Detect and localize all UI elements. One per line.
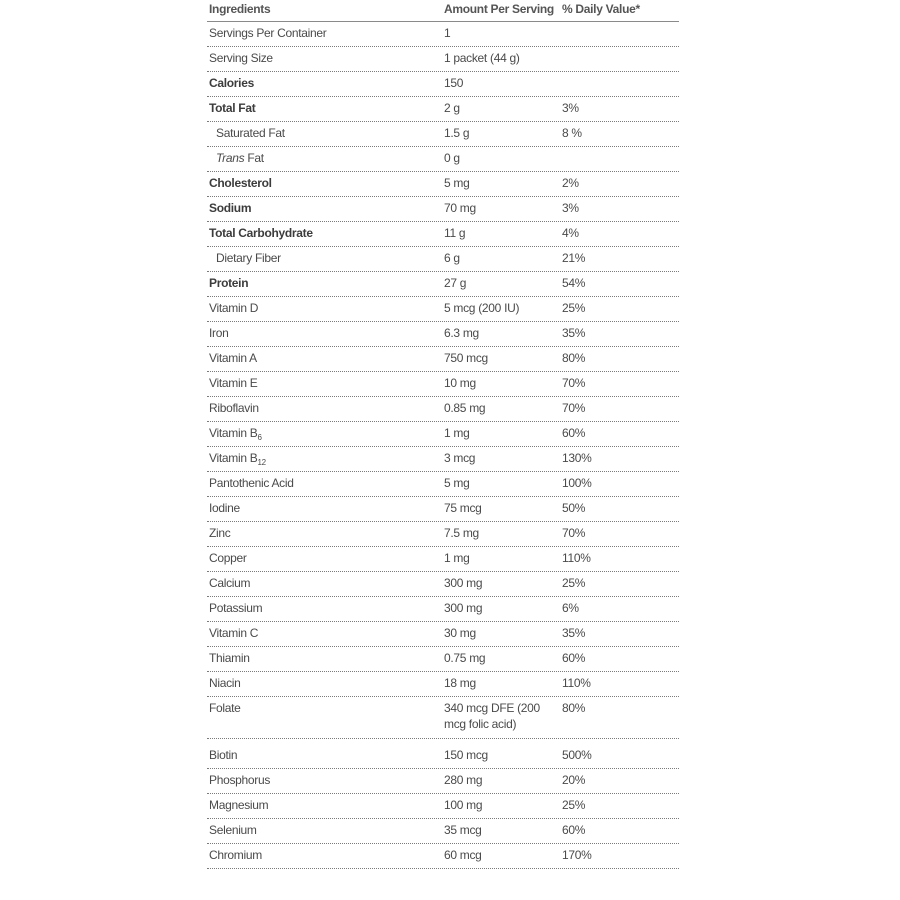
row-daily-value: 130% — [562, 451, 592, 465]
row-name: Zinc — [209, 526, 231, 540]
table-row — [207, 497, 679, 522]
row-daily-value: 3% — [562, 201, 579, 215]
trans-rest: Fat — [244, 151, 264, 165]
table-row — [207, 147, 679, 172]
row-name: Vitamin A — [209, 351, 257, 365]
row-amount: 340 mcg DFE (200 mcg folic acid) — [444, 701, 540, 731]
row-amount: 6 g — [444, 251, 460, 265]
row-name: Vitamin D — [209, 301, 259, 315]
row-name: Protein — [209, 276, 249, 290]
row-name: Pantothenic Acid — [209, 476, 294, 490]
row-amount: 60 mcg — [444, 848, 482, 862]
row-name: Magnesium — [209, 798, 269, 812]
row-name: Saturated Fat — [216, 126, 285, 140]
row-amount: 0.85 mg — [444, 401, 486, 415]
row-amount: 70 mg — [444, 201, 476, 215]
row-name: Biotin — [209, 748, 238, 762]
row-daily-value: 35% — [562, 326, 586, 340]
row-name: Total Fat — [209, 101, 256, 115]
table-row — [207, 347, 679, 372]
row-name: Phosphorus — [209, 773, 271, 787]
header-ingredients: Ingredients — [209, 2, 271, 16]
table-row — [207, 447, 679, 472]
row-amount: 30 mg — [444, 626, 476, 640]
row-amount: 18 mg — [444, 676, 476, 690]
table-row — [207, 272, 679, 297]
row-daily-value: 2% — [562, 176, 579, 190]
row-amount: 5 mcg (200 IU) — [444, 301, 520, 315]
row-daily-value: 70% — [562, 526, 586, 540]
row-name: Total Carbohydrate — [209, 226, 313, 240]
row-amount: 1.5 g — [444, 126, 470, 140]
vitamin-b-label: Vitamin B — [209, 426, 258, 440]
table-row — [207, 819, 679, 844]
row-daily-value: 60% — [562, 651, 586, 665]
vitamin-b-label: Vitamin B — [209, 451, 258, 465]
row-daily-value: 25% — [562, 301, 586, 315]
row-name — [207, 150, 444, 166]
row-daily-value: 110% — [562, 551, 591, 565]
vitamin-b-subscript: 12 — [257, 458, 266, 467]
row-amount: 150 — [444, 76, 464, 90]
row-name: Calories — [209, 76, 254, 90]
row-amount: 1 — [444, 26, 451, 40]
row-daily-value: 70% — [562, 401, 586, 415]
nutrition-table — [207, 0, 679, 869]
table-row — [207, 372, 679, 397]
row-daily-value: 4% — [562, 226, 579, 240]
row-daily-value: 500% — [562, 748, 592, 762]
row-daily-value: 54% — [562, 276, 586, 290]
row-name: Iodine — [209, 501, 240, 515]
row-name: Vitamin C — [209, 626, 259, 640]
row-name: Dietary Fiber — [216, 251, 281, 265]
row-daily-value: 110% — [562, 676, 591, 690]
row-daily-value: 35% — [562, 626, 586, 640]
row-amount: 75 mcg — [444, 501, 482, 515]
table-row — [207, 739, 679, 769]
row-amount: 1 mg — [444, 426, 470, 440]
row-name: Riboflavin — [209, 401, 259, 415]
table-row — [207, 572, 679, 597]
row-daily-value: 170% — [562, 848, 592, 862]
table-row — [207, 422, 679, 447]
row-amount: 5 mg — [444, 176, 470, 190]
row-daily-value: 100% — [562, 476, 592, 490]
row-amount: 1 mg — [444, 551, 470, 565]
row-amount: 280 mg — [444, 773, 483, 787]
table-row — [207, 122, 679, 147]
table-row — [207, 197, 679, 222]
table-row — [207, 297, 679, 322]
row-name: Cholesterol — [209, 176, 272, 190]
table-header — [207, 0, 679, 22]
row-amount: 3 mcg — [444, 451, 476, 465]
header-amount: Amount Per Serving — [444, 2, 554, 16]
row-amount: 0 g — [444, 151, 460, 165]
row-amount: 1 packet (44 g) — [444, 51, 520, 65]
table-row — [207, 672, 679, 697]
row-name: Iron — [209, 326, 229, 340]
table-row — [207, 222, 679, 247]
row-amount: 27 g — [444, 276, 467, 290]
row-daily-value: 6% — [562, 601, 579, 615]
row-daily-value: 80% — [562, 701, 586, 715]
row-name: Selenium — [209, 823, 257, 837]
row-daily-value: 60% — [562, 426, 586, 440]
row-name — [207, 450, 444, 466]
row-daily-value: 80% — [562, 351, 586, 365]
row-amount: 100 mg — [444, 798, 483, 812]
table-row — [207, 247, 679, 272]
row-daily-value: 60% — [562, 823, 586, 837]
row-amount: 5 mg — [444, 476, 470, 490]
row-name — [207, 425, 444, 441]
table-row — [207, 794, 679, 819]
row-daily-value: 20% — [562, 773, 586, 787]
table-row — [207, 22, 679, 47]
row-amount: 10 mg — [444, 376, 476, 390]
row-daily-value: 21% — [562, 251, 586, 265]
trans-italic: Trans — [216, 151, 245, 165]
row-amount: 0.75 mg — [444, 651, 486, 665]
table-row — [207, 397, 679, 422]
row-amount: 300 mg — [444, 576, 483, 590]
table-row — [207, 622, 679, 647]
row-amount: 35 mcg — [444, 823, 482, 837]
table-row — [207, 97, 679, 122]
row-amount: 2 g — [444, 101, 460, 115]
vitamin-b-subscript: 6 — [257, 433, 262, 442]
row-amount: 300 mg — [444, 601, 483, 615]
row-amount: 150 mcg — [444, 748, 488, 762]
row-amount: 11 g — [444, 226, 466, 240]
row-name: Niacin — [209, 676, 241, 690]
row-name: Chromium — [209, 848, 262, 862]
row-daily-value: 3% — [562, 101, 579, 115]
row-name: Sodium — [209, 201, 252, 215]
table-row — [207, 647, 679, 672]
table-row — [207, 522, 679, 547]
table-row — [207, 597, 679, 622]
row-name: Serving Size — [209, 51, 273, 65]
table-row — [207, 547, 679, 572]
row-name: Vitamin E — [209, 376, 258, 390]
table-row — [207, 72, 679, 97]
header-daily-value: % Daily Value* — [562, 2, 640, 16]
row-amount: 7.5 mg — [444, 526, 479, 540]
row-name: Calcium — [209, 576, 251, 590]
row-daily-value: 70% — [562, 376, 586, 390]
table-row — [207, 769, 679, 794]
row-daily-value: 8 % — [562, 126, 582, 140]
row-name: Potassium — [209, 601, 263, 615]
row-daily-value: 25% — [562, 576, 586, 590]
row-amount: 750 mcg — [444, 351, 488, 365]
table-row — [207, 322, 679, 347]
table-row — [207, 697, 679, 739]
row-daily-value: 25% — [562, 798, 586, 812]
row-daily-value: 50% — [562, 501, 586, 515]
table-row — [207, 47, 679, 72]
row-name: Folate — [209, 701, 241, 715]
table-row — [207, 472, 679, 497]
table-row — [207, 172, 679, 197]
row-name: Copper — [209, 551, 247, 565]
row-name: Thiamin — [209, 651, 250, 665]
row-amount: 6.3 mg — [444, 326, 479, 340]
table-row — [207, 844, 679, 869]
row-name: Servings Per Container — [209, 26, 327, 40]
